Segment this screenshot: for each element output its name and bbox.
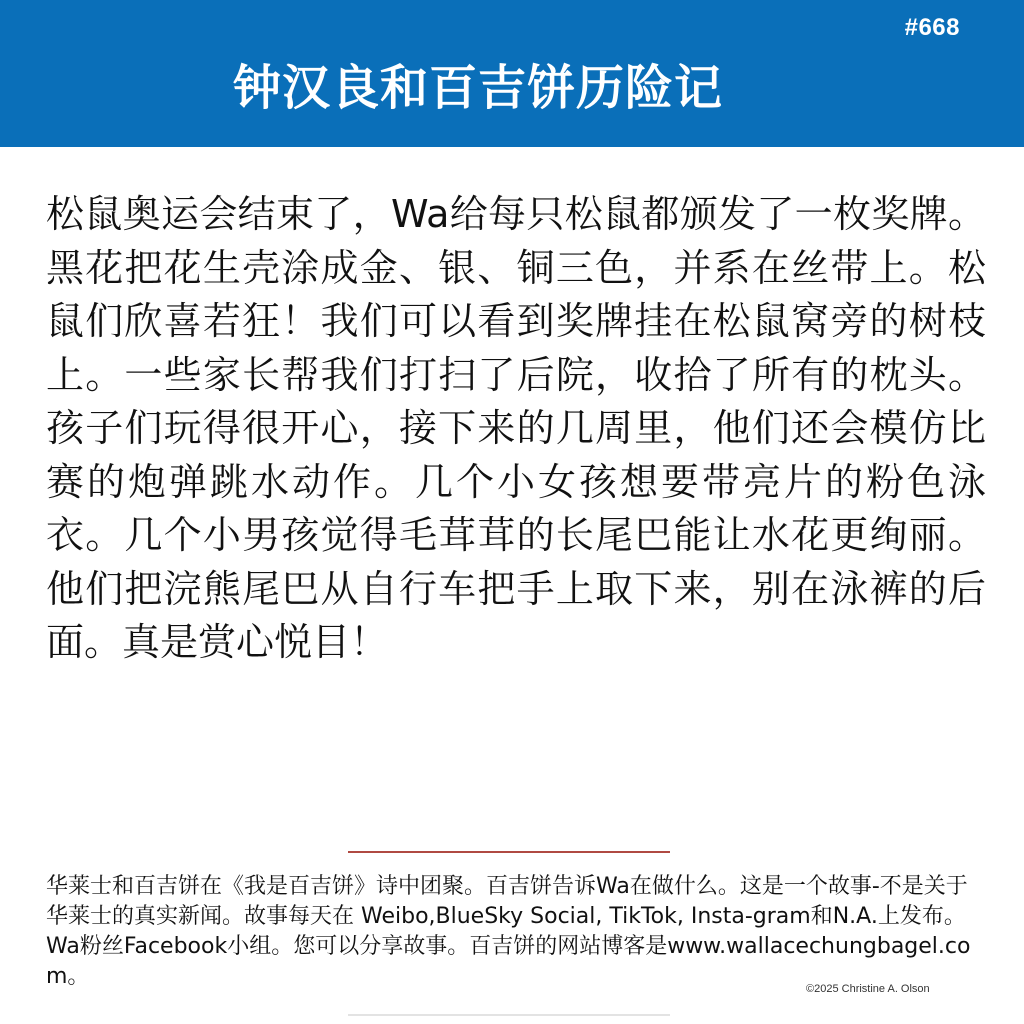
page-title: 钟汉良和百吉饼历险记 xyxy=(232,60,723,116)
section-divider xyxy=(348,851,670,853)
bottom-divider xyxy=(348,1014,670,1016)
header-banner xyxy=(0,0,1024,147)
episode-number: #668 xyxy=(904,14,960,41)
story-text: 松鼠奥运会结束了，Wa给每只松鼠都颁发了一枚奖牌。黑花把花生壳涂成金、银、铜三色，并系在丝带上。松鼠们欣喜若狂！我们可以看到奖牌挂在松鼠窝旁的树枝上。一些家长帮我们打扫了后院，收拾了所有的枕头。孩子们玩得很开心，接下来的几周里，他们还会模仿比赛的炮弹跳水动作。几个小女孩想要带亮片的粉色泳衣。几个小男孩觉得毛茸茸的长尾巴能让水花更绚丽。他们把浣熊尾巴从自行车把手上取下来，别在泳裤的后面。真是赏心悦目！ xyxy=(46,192,986,664)
footer-note: 华莱士和百吉饼在《我是百吉饼》诗中团聚。百吉饼告诉Wa在做什么。这是一个故事-不是关于华莱士的真实新闻。故事每天在 Weibo,BlueSky Social, TikTok, Insta-gram和N.A.上发布。Wa粉丝Facebook小组。您可以分享故事。百吉饼的网站博客是www.wallacechungbagel.com。 xyxy=(46,874,971,989)
copyright-notice: ©2025 Christine A. Olson xyxy=(806,983,930,995)
